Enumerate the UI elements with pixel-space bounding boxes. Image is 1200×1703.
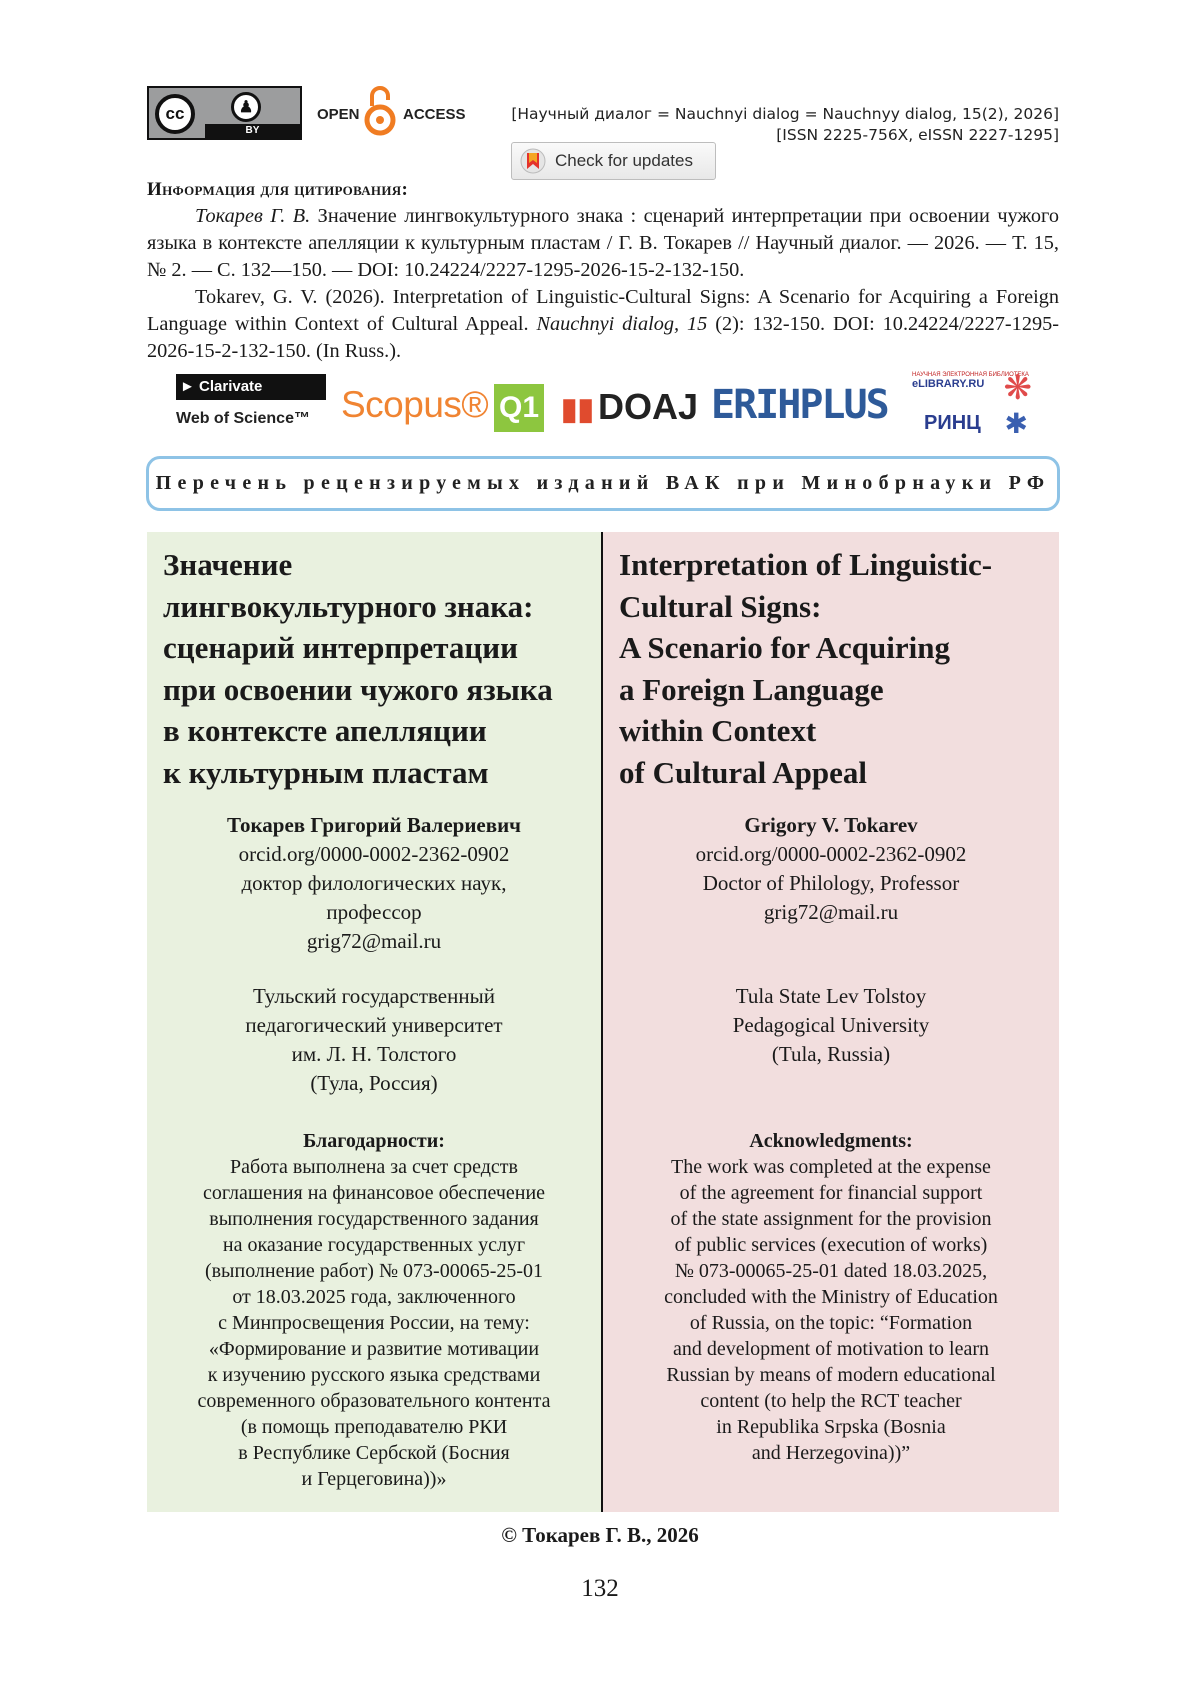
ru-orcid-link[interactable]: orcid.org/0000-0002-2362-0902 — [238, 842, 510, 866]
en-degree: Doctor of Philology, Professor — [702, 871, 960, 895]
en-acknowledgments — [619, 1128, 1059, 1466]
en-title-line: a Foreign Language — [619, 671, 884, 707]
journal-ref-line: [Научный диалог = Nauchnyi dialog = Nauchnyy dialog, 15(2), 2026] — [511, 105, 1059, 123]
citation-ru — [147, 203, 1059, 284]
doaj-logo[interactable] — [561, 386, 698, 428]
cc-icon — [155, 94, 195, 134]
en-article-panel — [603, 532, 1059, 1512]
ru-affil-line: им. Л. Н. Толстого — [291, 1042, 457, 1066]
en-ack-line: of the agreement for financial support — [679, 1182, 983, 1204]
citation-heading: Информация для цитирования: — [147, 179, 409, 200]
ru-ack-line: Работа выполнена за счет средств — [230, 1156, 518, 1178]
scopus-logo[interactable]: Scopus® — [341, 384, 489, 425]
ru-author-name: Токарев Григорий Валериевич — [226, 813, 522, 837]
open-access-text-right: ACCESS — [403, 106, 466, 123]
en-orcid-link[interactable]: orcid.org/0000-0002-2362-0902 — [695, 842, 967, 866]
q1-badge: Q1 — [494, 384, 544, 432]
ru-ack-line: (в помощь преподавателю РКИ — [240, 1416, 508, 1438]
ru-ack-line: к изучению русского языка средствами — [207, 1364, 541, 1386]
ru-email-link[interactable]: grig72@mail.ru — [306, 929, 442, 953]
en-ack-heading: Acknowledgments: — [749, 1130, 913, 1152]
ru-degree: доктор филологических наук, — [241, 871, 507, 895]
en-title-line: Interpretation of Linguistic- — [619, 547, 993, 582]
ru-article-panel — [147, 532, 603, 1512]
ru-ack-line: выполнения государственного задания — [209, 1208, 539, 1230]
clarivate-label: ► Clarivate — [176, 374, 326, 400]
en-email-link[interactable]: grig72@mail.ru — [763, 900, 899, 924]
ru-title-line: лингвокультурного знака: — [163, 588, 534, 624]
en-title-line: Cultural Signs: — [619, 588, 822, 624]
ru-ack-line: соглашения на финансовое обеспечение — [202, 1182, 546, 1204]
en-title-line: of Cultural Appeal — [619, 754, 868, 790]
open-access-text-left: OPEN — [317, 106, 360, 123]
ru-ack-line: на оказание государственных услуг — [222, 1234, 526, 1256]
citation-ru-author: Токарев Г. В. — [195, 205, 311, 227]
doaj-icon: ▮▮ — [561, 393, 595, 426]
ru-ack-line: современного образовательного контента — [197, 1390, 551, 1412]
en-affil-line: Tula State Lev Tolstoy — [735, 984, 927, 1008]
en-ack-line: Russian by means of modern educational — [666, 1364, 996, 1386]
attribution-person-icon: ♟ — [231, 92, 261, 122]
open-access-logo — [317, 86, 467, 140]
ru-title-line: к культурным пластам — [163, 754, 489, 790]
ru-ack-line: от 18.03.2025 года, заключенного — [232, 1286, 516, 1308]
citation-info — [147, 176, 1059, 365]
en-ack-line: content (to help the RCT teacher — [700, 1390, 962, 1412]
en-title-line: A Scenario for Acquiring — [619, 630, 950, 665]
en-ack-line: The work was completed at the expense — [671, 1156, 991, 1178]
en-affil-line: Pedagogical University — [732, 1013, 930, 1037]
ru-title-line: в контексте апелляции — [163, 713, 487, 748]
rinc-label: РИНЦ — [924, 412, 981, 434]
header — [147, 86, 1059, 182]
copyright-notice: © Токарев Г. В., 2026 — [501, 1523, 699, 1547]
cc-by-label: BY — [205, 124, 300, 138]
ru-article-title — [163, 544, 601, 793]
ru-ack-line: с Минпросвещения России, на тему: — [218, 1312, 530, 1334]
erihplus-logo[interactable]: ERIHPLUS — [711, 382, 888, 428]
ru-degree: профессор — [326, 900, 422, 924]
en-ack-line: № 073-00065-25-01 dated 18.03.2025, — [674, 1260, 988, 1282]
en-ack-line: concluded with the Ministry of Education — [664, 1286, 998, 1308]
issn-line: [ISSN 2225-756X, eISSN 2227-1295] — [776, 126, 1059, 144]
ru-ack-heading: Благодарности: — [303, 1130, 445, 1152]
citation-en-text-1: Tokarev, G. V. (2026). Interpretation of Linguistic-Cultural Signs: A Scenario for Acquiring a Foreign Language within Context of Cultural Appeal. — [147, 286, 1059, 335]
en-ack-line: and development of motivation to learn — [672, 1338, 990, 1360]
en-author-block — [619, 811, 1059, 927]
citation-en — [147, 284, 1059, 365]
elibrary-label: eLIBRARY.RU — [912, 378, 985, 390]
ru-affil-line: педагогический университет — [245, 1013, 503, 1037]
indexing-logos — [176, 372, 1036, 444]
web-of-science-label: Web of Science™ — [176, 410, 310, 427]
check-for-updates-button[interactable] — [511, 142, 716, 180]
crossmark-icon — [520, 148, 546, 174]
clarivate-wos-logo[interactable] — [176, 374, 326, 440]
vak-list-banner: Перечень рецензируемых изданий ВАК при Минобрнауки РФ — [146, 456, 1060, 511]
ru-title-line: при освоении чужого языка — [163, 671, 553, 707]
en-ack-line: of Russia, on the topic: “Formation — [689, 1312, 973, 1334]
page-number: 132 — [581, 1575, 619, 1602]
ru-affil-line: (Тула, Россия) — [310, 1071, 438, 1095]
ru-ack-line: в Республике Сербской (Босния — [238, 1442, 510, 1464]
cc-by-license-badge[interactable] — [147, 86, 302, 140]
ru-affiliation — [163, 982, 601, 1098]
open-access-lock-icon — [364, 84, 396, 136]
citation-ru-text: Значение лингвокультурного знака : сценарий интерпретации при освоении чужого языка в контексте апелляции к культурным пластам / Г. В. Токарев // Научный диалог. — 2026. — Т. 15, № 2. — С. 132—150. — DOI: 10.24224/2227-1295-2026-15-2-132-150. — [147, 205, 1059, 281]
en-affiliation — [619, 982, 1059, 1069]
ru-ack-line: и Герцеговина))» — [301, 1468, 447, 1490]
en-author-name: Grigory V. Tokarev — [744, 813, 918, 837]
en-title-line: within Context — [619, 713, 817, 748]
en-article-title — [619, 544, 1059, 793]
ru-acknowledgments — [163, 1128, 601, 1492]
en-ack-line: and Herzegovina))” — [751, 1442, 911, 1464]
en-ack-line: of public services (execution of works) — [674, 1234, 988, 1256]
ru-affil-line: Тульский государственный — [253, 984, 495, 1008]
ru-ack-line: (выполнение работ) № 073-00065-25-01 — [204, 1260, 544, 1282]
clarivate-text: Clarivate — [199, 378, 263, 395]
elibrary-star-icon: ❋ — [1003, 370, 1032, 407]
citation-en-text-2: (2): 132-150. DOI: 10.24224/2227-1295-2026-15-2-132-150. (In Russ.). — [147, 313, 1059, 362]
doaj-label: DOAJ — [598, 386, 699, 427]
ru-author-block — [163, 811, 601, 956]
en-ack-line: in Republika Srpska (Bosnia — [716, 1416, 946, 1438]
ru-ack-line: «Формирование и развитие мотивации — [208, 1338, 540, 1360]
cc-icon-label: cc — [165, 104, 185, 123]
en-ack-line: of the state assignment for the provision — [670, 1208, 992, 1230]
elibrary-subtitle: НАУЧНАЯ ЭЛЕКТРОННАЯ БИБЛИОТЕКА — [912, 372, 1029, 378]
rinc-person-icon: ✱ — [1004, 409, 1028, 440]
journal-reference — [511, 104, 1059, 146]
en-affil-line: (Tula, Russia) — [771, 1042, 891, 1066]
ru-title-line: сценарий интерпретации — [163, 630, 518, 665]
elibrary-rinc-logo[interactable] — [912, 372, 1032, 444]
check-for-updates-label: Check for updates — [555, 151, 693, 170]
citation-en-journal: Nauchnyi dialog, 15 — [536, 313, 708, 335]
ru-title-line: Значение — [163, 547, 293, 582]
